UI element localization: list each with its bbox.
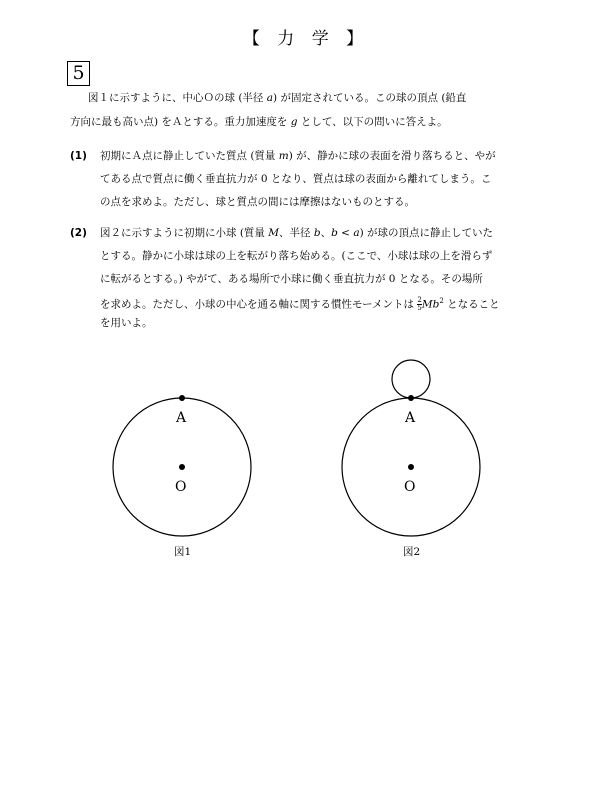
fig2-point-a-label: A (405, 410, 416, 426)
fig2-caption: 図2 (403, 546, 421, 558)
question-2-label: (2) (70, 227, 87, 239)
intro-line-1 (88, 91, 466, 105)
fig1-center-dot (179, 464, 185, 470)
q2-line-1-text-d: ) が球の頂点に静止していた (359, 227, 494, 239)
ball-radius-variable: b (313, 227, 321, 239)
intro-line-2 (70, 115, 448, 129)
fig2-small-ball (392, 360, 430, 398)
q1-line-1-text-b: ) が、静かに球の表面を滑り落ちると、やが (288, 150, 496, 162)
fraction-numerator: 2 (417, 296, 422, 304)
fig1-center-label: O (175, 479, 187, 495)
fig1-point-a-dot (179, 395, 185, 401)
q2-line-1-text-a: 図２に示すように初期に小球 (質量 (100, 227, 269, 239)
problem-number: 5 (67, 61, 90, 86)
question-1-line-1 (100, 149, 496, 163)
fig1-point-a-label: A (176, 410, 187, 426)
inertia-variable: Mb (421, 298, 440, 311)
ball-mass-variable: M (268, 227, 280, 239)
intro-line-2-text-a: 方向に最も高い点) をＡとする。重力加速度を (70, 116, 291, 128)
q1-line-1-text-a: 初期にＡ点に静止していた質点 (質量 (100, 150, 279, 162)
radius-variable: a (266, 92, 274, 104)
question-2-line-4 (100, 294, 500, 312)
question-2-line-2: とする。静かに小球は球の上を転がり落ち始める。(ここで、小球は球の上を滑らず (100, 250, 493, 262)
question-1-line-2: てある点で質点に働く垂直抗力が 0 となり、質点は球の表面から離れてしまう。こ (100, 173, 492, 185)
q2-line-1-text-b: 、半径 (279, 227, 314, 239)
exponent: 2 (439, 297, 444, 305)
question-2-line-1 (100, 226, 493, 240)
q2-line-1-text-c: 、 (320, 227, 332, 239)
fraction-denominator: 5 (417, 304, 422, 312)
intro-line-1-text-a: 図１に示すように、中心Ｏの球 (半径 (88, 92, 267, 104)
fig2-center-dot (408, 464, 414, 470)
q2-line-4-text-b: となること (443, 298, 500, 311)
radius-inequality: b < a (331, 227, 360, 239)
gravity-variable: g (290, 116, 298, 128)
fig1-caption: 図1 (174, 546, 192, 558)
question-1-label: (1) (70, 150, 87, 162)
figures-diagram (0, 340, 612, 580)
mass-variable: m (278, 150, 289, 162)
fig2-center-label: O (404, 479, 416, 495)
intro-line-1-text-b: ) が固定されている。この球の頂点 (鉛直 (273, 92, 467, 104)
section-title: 【 力 学 】 (242, 29, 370, 49)
question-2-line-5: を用いよ。 (100, 317, 153, 329)
fig2-point-a-dot (408, 395, 414, 401)
question-2-line-3: に転がるとする。) やがて、ある場所で小球に働く垂直抗力が 0 となる。その場所 (100, 273, 483, 285)
intro-line-2-text-b: として、以下の問いに答えよ。 (297, 116, 448, 128)
question-1-line-3: の点を求めよ。ただし、球と質点の間には摩擦はないものとする。 (100, 196, 415, 208)
q2-line-4-text-a: を求めよ。ただし、小球の中心を通る軸に関する慣性モーメントは (100, 298, 418, 311)
